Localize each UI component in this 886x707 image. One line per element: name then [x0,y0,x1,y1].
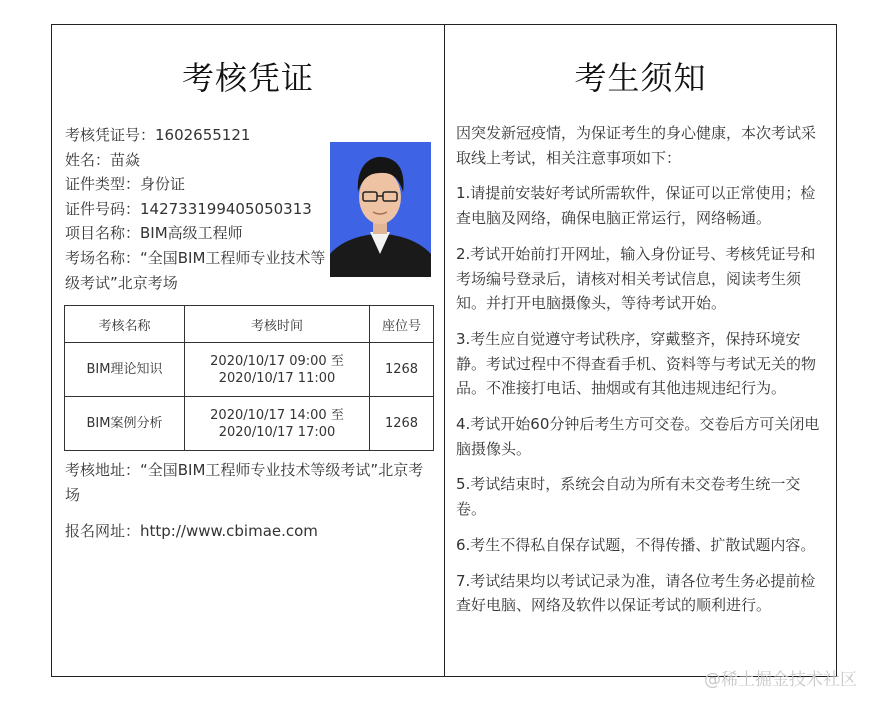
candidate-name: 姓名：苗焱 [65,150,141,169]
notice-intro: 因突发新冠疫情，为保证考生的身心健康，本次考试采取线上考试，相关注意事项如下： [456,124,817,167]
notice-item: 1.请提前安装好考试所需软件，保证可以正常使用；检查电脑及网络，确保电脑正常运行，网络畅通。 [456,184,816,228]
notice-item: 2.考试开始前打开网址，输入身份证号、考核凭证号和考场编号登录后，请核对相关考试信息，阅读考生须知。并打开电脑摄像头，等待考试开始。 [456,244,816,313]
notice-title: 考生须知 [574,59,707,97]
notice-item: 5.考试结束时，系统会自动为所有未交卷考生统一交卷。 [456,475,801,519]
table-row [65,397,434,451]
registration-website[interactable]: 报名网址：http://www.cbimae.com [65,522,318,540]
seat-cell: 1268 [370,397,434,451]
exam-name-cell: BIM案例分析 [65,397,185,451]
time-start: 2020/10/17 14:00 至 [210,407,344,423]
notice-item: 4.考试开始60分钟后考生方可交卷。交卷后方可关闭电脑摄像头。 [456,415,820,458]
portrait-icon [330,142,431,277]
id-number: 证件号码：142733199405050313 [65,199,312,218]
time-end: 2020/10/17 17:00 [218,424,336,440]
project-name: 项目名称：BIM高级工程师 [65,224,243,243]
notice-panel [445,25,836,676]
notice-item: 3.考生应自觉遵守考试秩序，穿戴整齐，保持环境安静。考试过程中不得查看手机、资料等与考试无关的物品。不准接打电话、抽烟或有其他违规违纪行为。 [456,329,817,398]
candidate-info [65,123,327,295]
col-seat: 座位号 [370,306,434,343]
exam-time-cell [185,397,370,451]
candidate-photo [330,142,431,277]
voucher-title: 考核凭证 [181,59,314,97]
table-row [65,343,434,397]
col-exam-time: 考核时间 [185,306,370,343]
notice-item: 6.考生不得私自保存试题，不得传播、扩散试题内容。 [456,535,816,554]
seat-cell: 1268 [370,343,434,397]
voucher-frame [51,24,837,677]
col-exam-name: 考核名称 [65,306,185,343]
table-header-row [65,306,434,343]
notice-body [456,121,826,629]
exam-time-cell [185,343,370,397]
time-end: 2020/10/17 11:00 [218,370,336,386]
cert-number: 考核凭证号：1602655121 [65,126,251,144]
watermark: @稀土掘金技术社区 [704,670,857,690]
notice-item: 7.考试结果均以考试记录为准，请各位考生务必提前检查好电脑、网络及软件以保证考试的顺利进行。 [456,571,816,615]
exam-address: 考核地址：“全国BIM工程师专业技术等级考试”北京考场 [65,461,424,504]
exam-name-cell: BIM理论知识 [65,343,185,397]
time-start: 2020/10/17 09:00 至 [210,353,344,369]
voucher-panel [52,25,445,676]
id-type: 证件类型：身份证 [65,175,186,194]
venue-name: 考场名称：“全国BIM工程师专业技术等级考试”北京考场 [65,248,326,292]
exam-schedule-table [64,305,434,451]
